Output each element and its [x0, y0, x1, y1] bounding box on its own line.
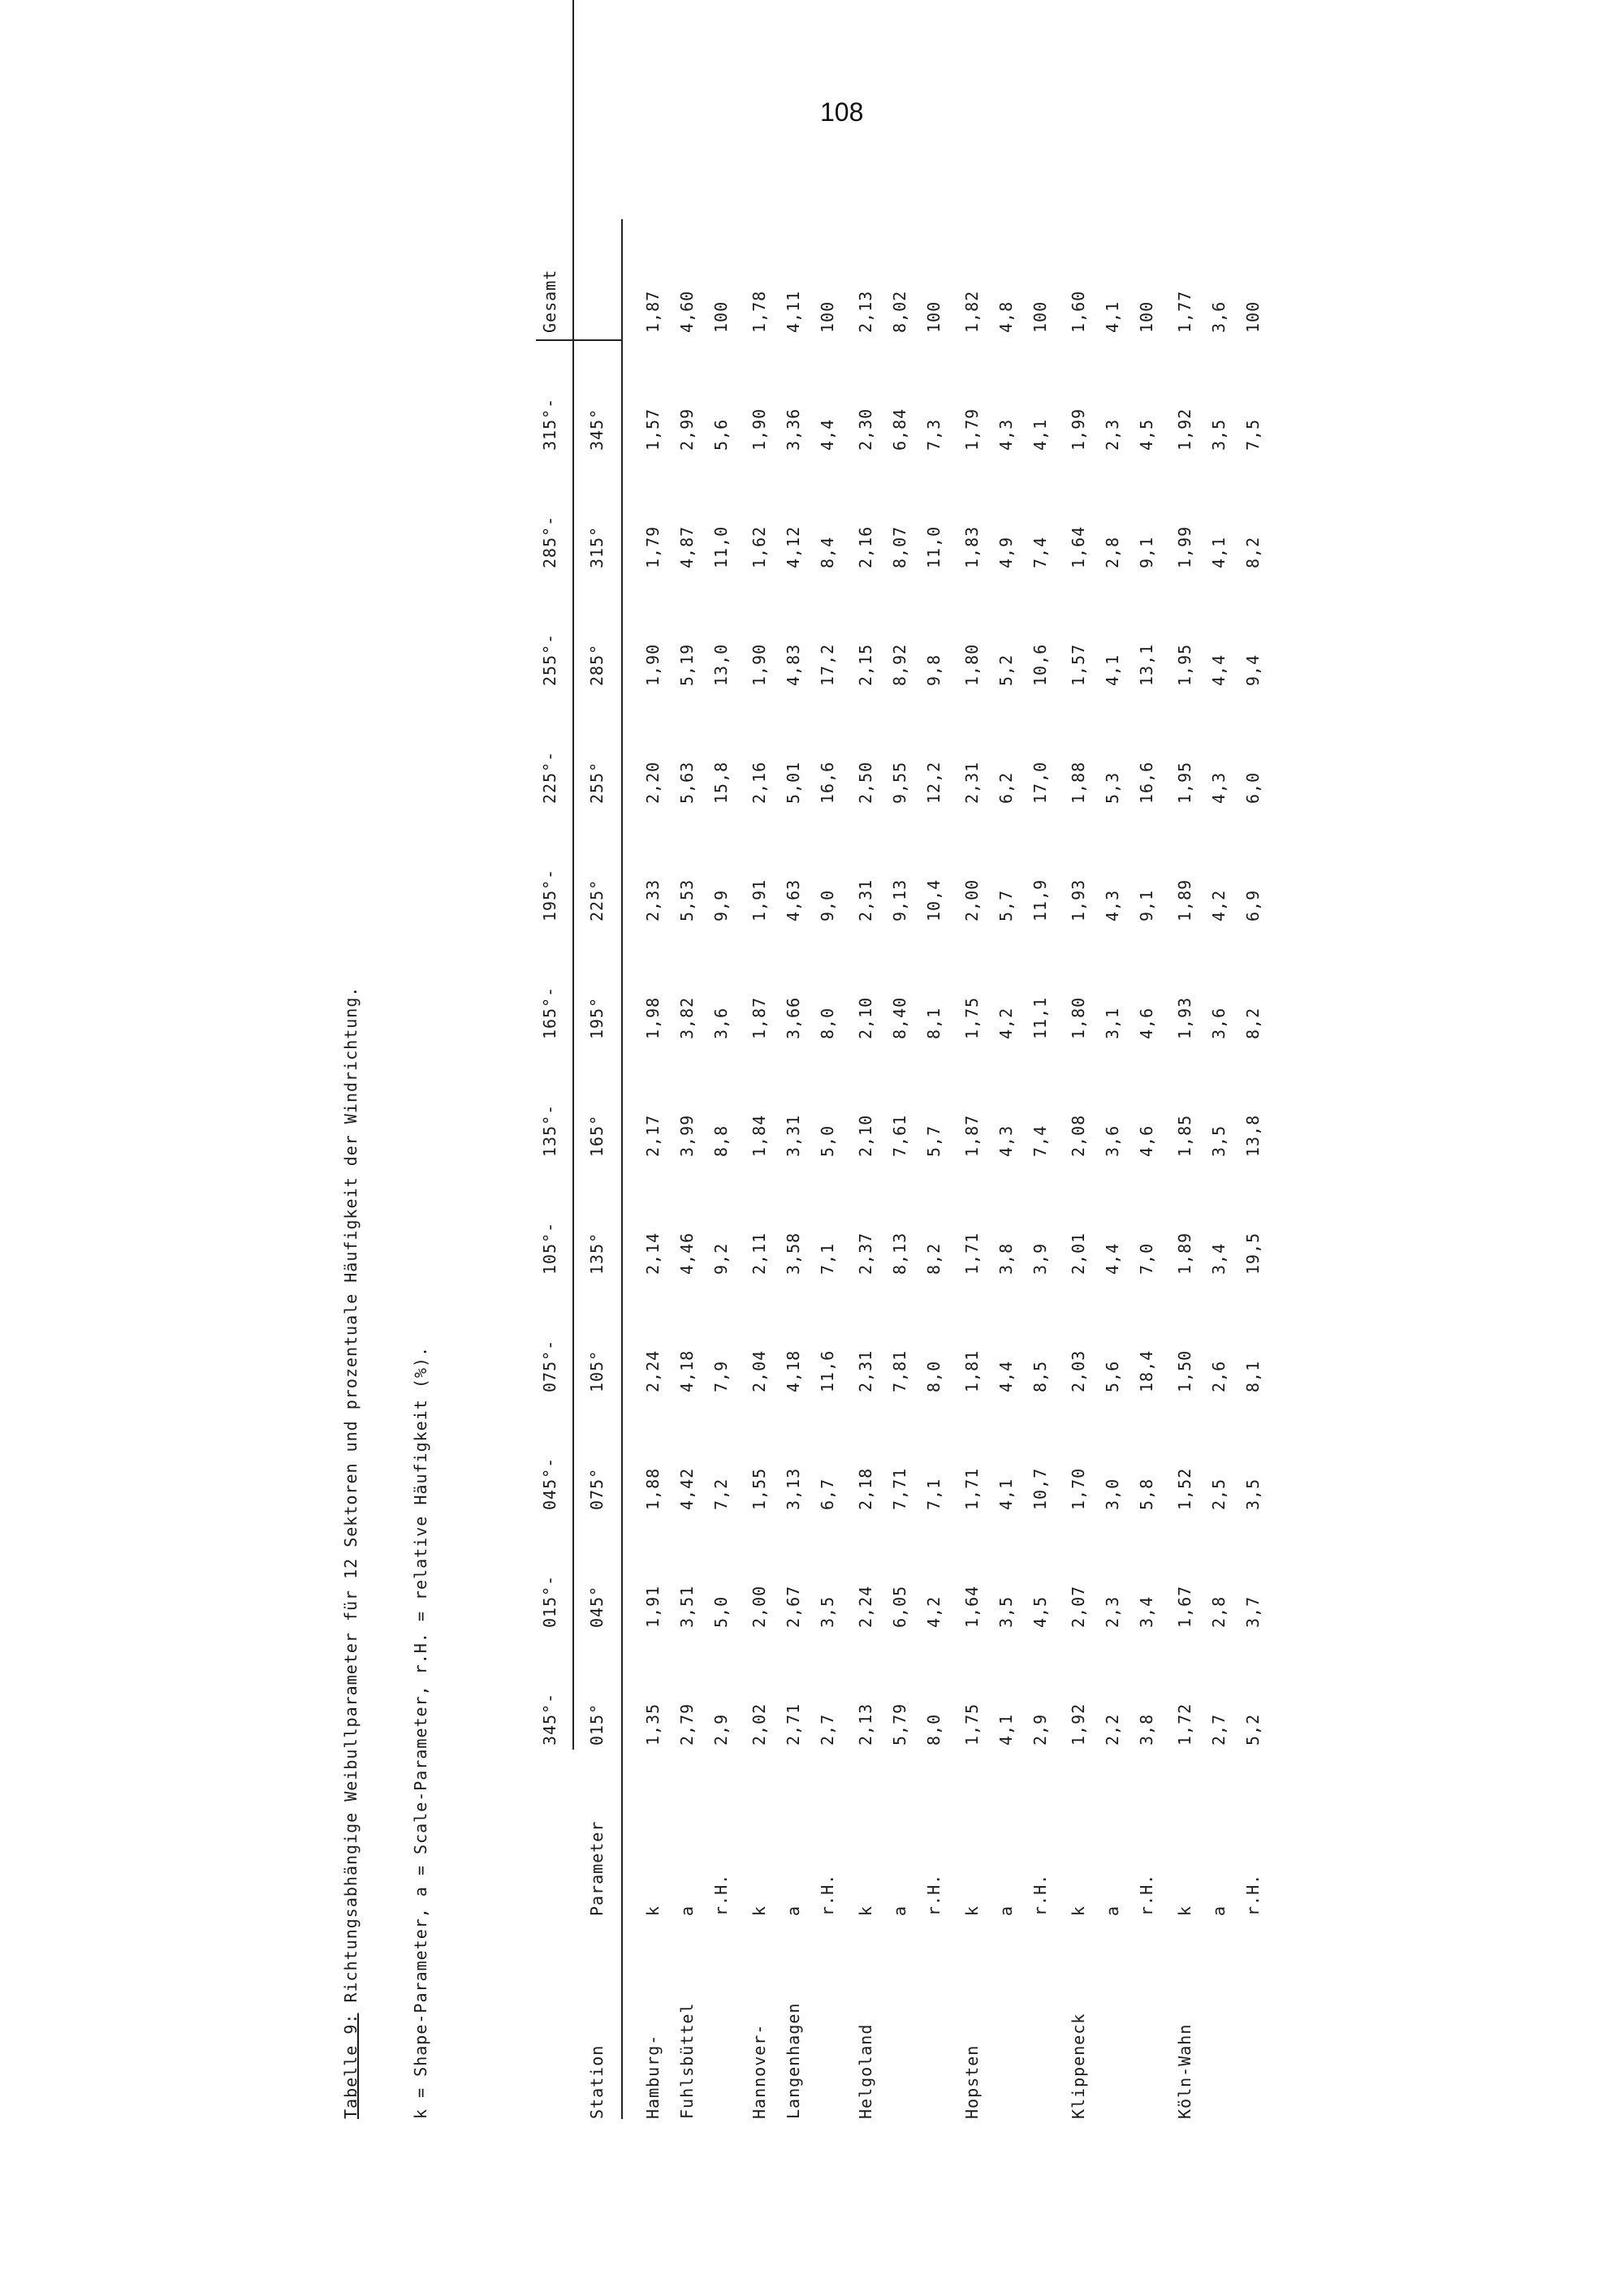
table-cell: 5,8	[1137, 1478, 1156, 1510]
table-cell: 1,85	[1175, 1114, 1194, 1157]
table-cell: 4,11	[784, 290, 803, 333]
table-cell: 2,00	[749, 1585, 769, 1628]
page-number: 108	[820, 97, 864, 127]
sector-to-header: 285°	[587, 643, 607, 686]
table-cell: 1,75	[962, 996, 982, 1039]
table-cell: 1,98	[643, 996, 663, 1039]
table-cell: 1,78	[749, 290, 769, 333]
table-cell: 2,16	[856, 525, 875, 568]
table-cell: 3,5	[818, 1595, 837, 1628]
table-cell: 3,5	[996, 1595, 1016, 1628]
table-cell: 2,9	[1030, 1713, 1050, 1746]
table-cell: 3,1	[1103, 1007, 1122, 1039]
table-cell: 3,31	[784, 1114, 803, 1157]
table-cell: 1,81	[962, 1349, 982, 1392]
table-cell: 4,12	[784, 525, 803, 568]
parameter-label: r.H.	[924, 1873, 944, 1916]
table-cell: 1,62	[749, 525, 769, 568]
table-cell: 2,31	[856, 878, 875, 921]
table-cell: 2,31	[962, 761, 982, 804]
sector-from-header: 075°-	[540, 1339, 559, 1392]
table-cell: 2,50	[856, 761, 875, 804]
parameter-label: r.H.	[1137, 1873, 1156, 1916]
sector-to-header: 015°	[587, 1703, 607, 1746]
table-legend: k = Shape-Parameter, a = Scale-Parameter, r.H. = relative Häufigkeit (%).	[411, 1346, 430, 2119]
station-name: Helgoland	[856, 2023, 875, 2119]
table-cell: 8,5	[1030, 1360, 1050, 1392]
table-cell: 1,83	[962, 525, 982, 568]
table-cell: 3,5	[1209, 418, 1229, 451]
table-cell: 1,64	[962, 1585, 982, 1628]
table-cell: 1,93	[1069, 878, 1088, 921]
table-cell: 1,99	[1175, 525, 1194, 568]
table-cell: 5,7	[924, 1124, 944, 1157]
table-cell: 7,5	[1243, 418, 1263, 451]
table-cell: 4,87	[677, 525, 697, 568]
table-cell: 2,3	[1103, 1595, 1122, 1628]
table-cell: 3,8	[996, 1242, 1016, 1275]
table-cell: 2,6	[1209, 1360, 1229, 1392]
table-cell: 3,4	[1137, 1595, 1156, 1628]
table-cell: 4,60	[677, 290, 697, 333]
sector-from-header: 135°-	[540, 1103, 559, 1157]
table-cell: 1,88	[1069, 761, 1088, 804]
parameter-label: k	[1175, 1905, 1194, 1916]
sector-to-header: 195°	[587, 996, 607, 1039]
table-cell: 4,4	[996, 1360, 1016, 1392]
rotated-table-block	[341, 219, 1364, 2119]
table-cell: 2,3	[1103, 418, 1122, 451]
table-cell: 2,37	[856, 1232, 875, 1275]
table-cell: 1,90	[749, 408, 769, 451]
table-cell: 3,5	[1243, 1478, 1263, 1510]
table-cell: 1,57	[643, 408, 663, 451]
table-cell: 2,31	[856, 1349, 875, 1392]
table-cell: 9,2	[711, 1242, 731, 1275]
table-cell: 1,71	[962, 1467, 982, 1510]
table-cell: 4,6	[1137, 1007, 1156, 1039]
parameter-label: a	[1103, 1905, 1122, 1916]
table-cell: 2,16	[749, 761, 769, 804]
table-cell: 5,2	[996, 654, 1016, 686]
table-cell: 8,92	[890, 643, 909, 686]
table-cell: 100	[1030, 300, 1050, 333]
table-cell: 4,6	[1137, 1124, 1156, 1157]
table-cell: 2,20	[643, 761, 663, 804]
table-cell: 4,18	[677, 1349, 697, 1392]
table-cell: 7,71	[890, 1467, 909, 1510]
gesamt-divider	[536, 339, 621, 341]
table-cell: 2,24	[856, 1585, 875, 1628]
table-cell: 12,2	[924, 761, 944, 804]
table-cell: 3,0	[1103, 1478, 1122, 1510]
station-name: Hannover-	[749, 2023, 769, 2119]
table-cell: 1,91	[749, 878, 769, 921]
table-cell: 1,89	[1175, 1232, 1194, 1275]
table-cell: 3,99	[677, 1114, 697, 1157]
parameter-label: k	[749, 1905, 769, 1916]
table-cell: 2,13	[856, 290, 875, 333]
sector-to-header: 225°	[587, 878, 607, 921]
table-cell: 1,60	[1069, 290, 1088, 333]
table-cell: 3,8	[1137, 1713, 1156, 1746]
table-cell: 1,77	[1175, 290, 1194, 333]
table-cell: 2,24	[643, 1349, 663, 1392]
table-cell: 1,79	[962, 408, 982, 451]
parameter-label: a	[890, 1905, 909, 1916]
table-cell: 5,53	[677, 878, 697, 921]
table-cell: 5,0	[818, 1124, 837, 1157]
table-cell: 1,35	[643, 1703, 663, 1746]
table-cell: 10,4	[924, 878, 944, 921]
table-cell: 4,42	[677, 1467, 697, 1510]
table-cell: 100	[711, 300, 731, 333]
table-cell: 3,6	[1103, 1124, 1122, 1157]
table-cell: 2,30	[856, 408, 875, 451]
table-cell: 1,89	[1175, 878, 1194, 921]
table-cell: 5,63	[677, 761, 697, 804]
table-cell: 1,90	[643, 643, 663, 686]
table-cell: 1,82	[962, 290, 982, 333]
table-cell: 1,75	[962, 1703, 982, 1746]
table-cell: 13,1	[1137, 643, 1156, 686]
parameter-label: k	[1069, 1905, 1088, 1916]
table-cell: 5,79	[890, 1703, 909, 1746]
table-cell: 100	[1137, 300, 1156, 333]
table-cell: 2,15	[856, 643, 875, 686]
table-cell: 8,1	[924, 1007, 944, 1039]
table-cell: 4,1	[1103, 300, 1122, 333]
table-cell: 1,79	[643, 525, 663, 568]
sector-from-header: 105°-	[540, 1221, 559, 1275]
table-cell: 100	[818, 300, 837, 333]
sector-from-header: 255°-	[540, 632, 559, 686]
sector-to-header: 255°	[587, 761, 607, 804]
table-cell: 15,8	[711, 761, 731, 804]
table-cell: 2,9	[711, 1713, 731, 1746]
table-cell: 1,91	[643, 1585, 663, 1628]
table-cell: 4,18	[784, 1349, 803, 1392]
table-cell: 1,92	[1175, 408, 1194, 451]
table-cell: 2,01	[1069, 1232, 1088, 1275]
table-cell: 7,1	[818, 1242, 837, 1275]
table-cell: 9,1	[1137, 889, 1156, 921]
table-cell: 3,6	[1209, 300, 1229, 333]
table-cell: 1,84	[749, 1114, 769, 1157]
table-cell: 11,6	[818, 1349, 837, 1392]
station-name: Hopsten	[962, 2044, 982, 2119]
sector-from-header: Gesamt	[540, 269, 559, 333]
table-cell: 8,2	[924, 1242, 944, 1275]
station-name: Köln-Wahn	[1175, 2023, 1194, 2119]
table-cell: 3,7	[1243, 1595, 1263, 1628]
sector-from-header: 195°-	[540, 868, 559, 921]
table-cell: 1,95	[1175, 761, 1194, 804]
sector-to-header: 165°	[587, 1114, 607, 1157]
parameter-label: k	[962, 1905, 982, 1916]
table-cell: 10,7	[1030, 1467, 1050, 1510]
table-cell: 8,0	[924, 1360, 944, 1392]
parameter-label: r.H.	[1030, 1873, 1050, 1916]
parameter-label: a	[1209, 1905, 1229, 1916]
parameter-label: k	[856, 1905, 875, 1916]
station-name: Fuhlsbüttel	[677, 2002, 697, 2119]
table-cell: 8,40	[890, 996, 909, 1039]
table-cell: 3,6	[1209, 1007, 1229, 1039]
table-cell: 7,4	[1030, 1124, 1050, 1157]
table-cell: 2,02	[749, 1703, 769, 1746]
table-cell: 2,03	[1069, 1349, 1088, 1392]
table-cell: 100	[924, 300, 944, 333]
table-cell: 5,6	[1103, 1360, 1122, 1392]
table-cell: 1,57	[1069, 643, 1088, 686]
table-cell: 1,90	[749, 643, 769, 686]
table-cell: 6,2	[996, 771, 1016, 804]
table-cell: 5,3	[1103, 771, 1122, 804]
parameter-label: a	[784, 1905, 803, 1916]
table-cell: 2,7	[1209, 1713, 1229, 1746]
table-cell: 9,8	[924, 654, 944, 686]
table-cell: 4,9	[996, 536, 1016, 568]
table-cell: 7,1	[924, 1478, 944, 1510]
table-cell: 9,4	[1243, 654, 1263, 686]
table-cell: 5,01	[784, 761, 803, 804]
table-cell: 7,61	[890, 1114, 909, 1157]
table-cell: 5,6	[711, 418, 731, 451]
table-cell: 7,0	[1137, 1242, 1156, 1275]
table-cell: 1,80	[1069, 996, 1088, 1039]
table-cell: 1,52	[1175, 1467, 1194, 1510]
table-cell: 19,5	[1243, 1232, 1263, 1275]
table-cell: 4,3	[1209, 771, 1229, 804]
sector-from-header: 015°-	[540, 1574, 559, 1628]
sector-from-header: 285°-	[540, 515, 559, 568]
table-cell: 4,63	[784, 878, 803, 921]
table-cell: 2,00	[962, 878, 982, 921]
table-cell: 4,8	[996, 300, 1016, 333]
table-cell: 2,8	[1103, 536, 1122, 568]
table-cell: 4,2	[996, 1007, 1016, 1039]
sector-to-header: 315°	[587, 525, 607, 568]
table-cell: 1,70	[1069, 1467, 1088, 1510]
table-cell: 1,87	[643, 290, 663, 333]
table-cell: 4,4	[1209, 654, 1229, 686]
table-cell: 4,4	[1103, 1242, 1122, 1275]
table-cell: 8,13	[890, 1232, 909, 1275]
table-cell: 8,2	[1243, 1007, 1263, 1039]
header-rule-bottom	[621, 219, 623, 2119]
table-cell: 4,1	[996, 1713, 1016, 1746]
table-cell: 2,8	[1209, 1595, 1229, 1628]
table-cell: 9,1	[1137, 536, 1156, 568]
table-cell: 16,6	[818, 761, 837, 804]
table-cell: 5,0	[711, 1595, 731, 1628]
table-cell: 1,99	[1069, 408, 1088, 451]
sector-from-header: 315°-	[540, 397, 559, 451]
table-cell: 1,88	[643, 1467, 663, 1510]
table-cell: 11,0	[711, 525, 731, 568]
table-cell: 4,83	[784, 643, 803, 686]
table-cell: 2,99	[677, 408, 697, 451]
table-cell: 1,87	[962, 1114, 982, 1157]
table-cell: 2,10	[856, 1114, 875, 1157]
table-cell: 1,67	[1175, 1585, 1194, 1628]
caption-text: Richtungsabhängige Weibullparameter für 12 Sektoren und prozentuale Häufigkeit der Windrichtung.	[341, 986, 361, 2013]
table-cell: 4,3	[1103, 889, 1122, 921]
table-cell: 3,82	[677, 996, 697, 1039]
table-cell: 1,87	[749, 996, 769, 1039]
table-cell: 6,7	[818, 1478, 837, 1510]
parameter-label: a	[677, 1905, 697, 1916]
table-cell: 5,2	[1243, 1713, 1263, 1746]
table-cell: 7,4	[1030, 536, 1050, 568]
table-cell: 17,2	[818, 643, 837, 686]
table-cell: 4,46	[677, 1232, 697, 1275]
table-cell: 2,14	[643, 1232, 663, 1275]
table-cell: 2,10	[856, 996, 875, 1039]
table-cell: 8,4	[818, 536, 837, 568]
table-cell: 9,55	[890, 761, 909, 804]
table-cell: 2,04	[749, 1349, 769, 1392]
table-cell: 1,55	[749, 1467, 769, 1510]
sector-from-header: 045°-	[540, 1457, 559, 1510]
table-cell: 3,5	[1209, 1124, 1229, 1157]
table-cell: 4,1	[1209, 536, 1229, 568]
table-cell: 4,5	[1030, 1595, 1050, 1628]
table-cell: 1,72	[1175, 1703, 1194, 1746]
table-cell: 8,07	[890, 525, 909, 568]
table-cell: 9,13	[890, 878, 909, 921]
table-cell: 5,7	[996, 889, 1016, 921]
sector-to-header: 045°	[587, 1585, 607, 1628]
table-cell: 6,9	[1243, 889, 1263, 921]
table-caption	[341, 986, 361, 2119]
table-cell: 9,9	[711, 889, 731, 921]
table-cell: 1,71	[962, 1232, 982, 1275]
table-cell: 4,2	[1209, 889, 1229, 921]
parameter-label: a	[996, 1905, 1016, 1916]
table-cell: 3,13	[784, 1467, 803, 1510]
table-cell: 4,2	[924, 1595, 944, 1628]
table-cell: 1,93	[1175, 996, 1194, 1039]
table-cell: 7,9	[711, 1360, 731, 1392]
table-cell: 17,0	[1030, 761, 1050, 804]
table-cell: 3,66	[784, 996, 803, 1039]
parameter-header: Parameter	[587, 1820, 607, 1916]
table-cell: 9,0	[818, 889, 837, 921]
table-cell: 2,5	[1209, 1478, 1229, 1510]
table-cell: 8,0	[818, 1007, 837, 1039]
table-cell: 2,13	[856, 1703, 875, 1746]
table-cell: 13,8	[1243, 1114, 1263, 1157]
station-name: Langenhagen	[784, 2002, 803, 2119]
header-rule-top	[572, 0, 574, 1750]
table-cell: 3,6	[711, 1007, 731, 1039]
sector-to-header: 105°	[587, 1349, 607, 1392]
parameter-label: r.H.	[818, 1873, 837, 1916]
station-name: Hamburg-	[643, 2034, 663, 2119]
table-cell: 8,2	[1243, 536, 1263, 568]
table-cell: 13,0	[711, 643, 731, 686]
station-name: Klippeneck	[1069, 2013, 1088, 2119]
sector-to-header: 135°	[587, 1232, 607, 1275]
sector-from-header: 225°-	[540, 750, 559, 804]
sector-from-header: 165°-	[540, 986, 559, 1039]
parameter-label: k	[643, 1905, 663, 1916]
table-cell: 2,18	[856, 1467, 875, 1510]
table-cell: 6,0	[1243, 771, 1263, 804]
table-cell: 4,1	[996, 1478, 1016, 1510]
table-cell: 1,64	[1069, 525, 1088, 568]
table-cell: 1,50	[1175, 1349, 1194, 1392]
parameter-label: r.H.	[711, 1873, 731, 1916]
table-cell: 3,51	[677, 1585, 697, 1628]
table-cell: 11,0	[924, 525, 944, 568]
station-header: Station	[587, 2044, 607, 2119]
sector-from-header: 345°-	[540, 1692, 559, 1746]
table-cell: 2,07	[1069, 1585, 1088, 1628]
table-cell: 7,3	[924, 418, 944, 451]
table-cell: 8,8	[711, 1124, 731, 1157]
table-cell: 6,05	[890, 1585, 909, 1628]
table-cell: 100	[1243, 300, 1263, 333]
parameter-label: r.H.	[1243, 1873, 1263, 1916]
table-cell: 2,7	[818, 1713, 837, 1746]
table-cell: 1,95	[1175, 643, 1194, 686]
table-cell: 3,36	[784, 408, 803, 451]
table-cell: 4,5	[1137, 418, 1156, 451]
table-cell: 2,71	[784, 1703, 803, 1746]
table-cell: 1,80	[962, 643, 982, 686]
table-cell: 4,3	[996, 1124, 1016, 1157]
table-cell: 7,2	[711, 1478, 731, 1510]
table-cell: 4,3	[996, 418, 1016, 451]
table-cell: 3,4	[1209, 1242, 1229, 1275]
table-cell: 4,1	[1103, 654, 1122, 686]
table-cell: 18,4	[1137, 1349, 1156, 1392]
table-cell: 2,08	[1069, 1114, 1088, 1157]
table-cell: 1,92	[1069, 1703, 1088, 1746]
table-cell: 8,0	[924, 1713, 944, 1746]
table-cell: 16,6	[1137, 761, 1156, 804]
sector-to-header: 075°	[587, 1467, 607, 1510]
table-cell: 7,81	[890, 1349, 909, 1392]
table-cell: 2,2	[1103, 1713, 1122, 1746]
table-cell: 8,02	[890, 290, 909, 333]
table-cell: 11,1	[1030, 996, 1050, 1039]
table-cell: 2,17	[643, 1114, 663, 1157]
table-cell: 3,58	[784, 1232, 803, 1275]
table-cell: 8,1	[1243, 1360, 1263, 1392]
table-cell: 10,6	[1030, 643, 1050, 686]
table-cell: 5,19	[677, 643, 697, 686]
table-cell: 3,9	[1030, 1242, 1050, 1275]
table-cell: 2,67	[784, 1585, 803, 1628]
table-cell: 6,84	[890, 408, 909, 451]
table-cell: 4,4	[818, 418, 837, 451]
table-cell: 2,11	[749, 1232, 769, 1275]
caption-label: Tabelle 9:	[341, 2013, 361, 2119]
table-cell: 11,9	[1030, 878, 1050, 921]
table-cell: 2,79	[677, 1703, 697, 1746]
sector-to-header: 345°	[587, 408, 607, 451]
table-cell: 4,1	[1030, 418, 1050, 451]
table-cell: 2,33	[643, 878, 663, 921]
